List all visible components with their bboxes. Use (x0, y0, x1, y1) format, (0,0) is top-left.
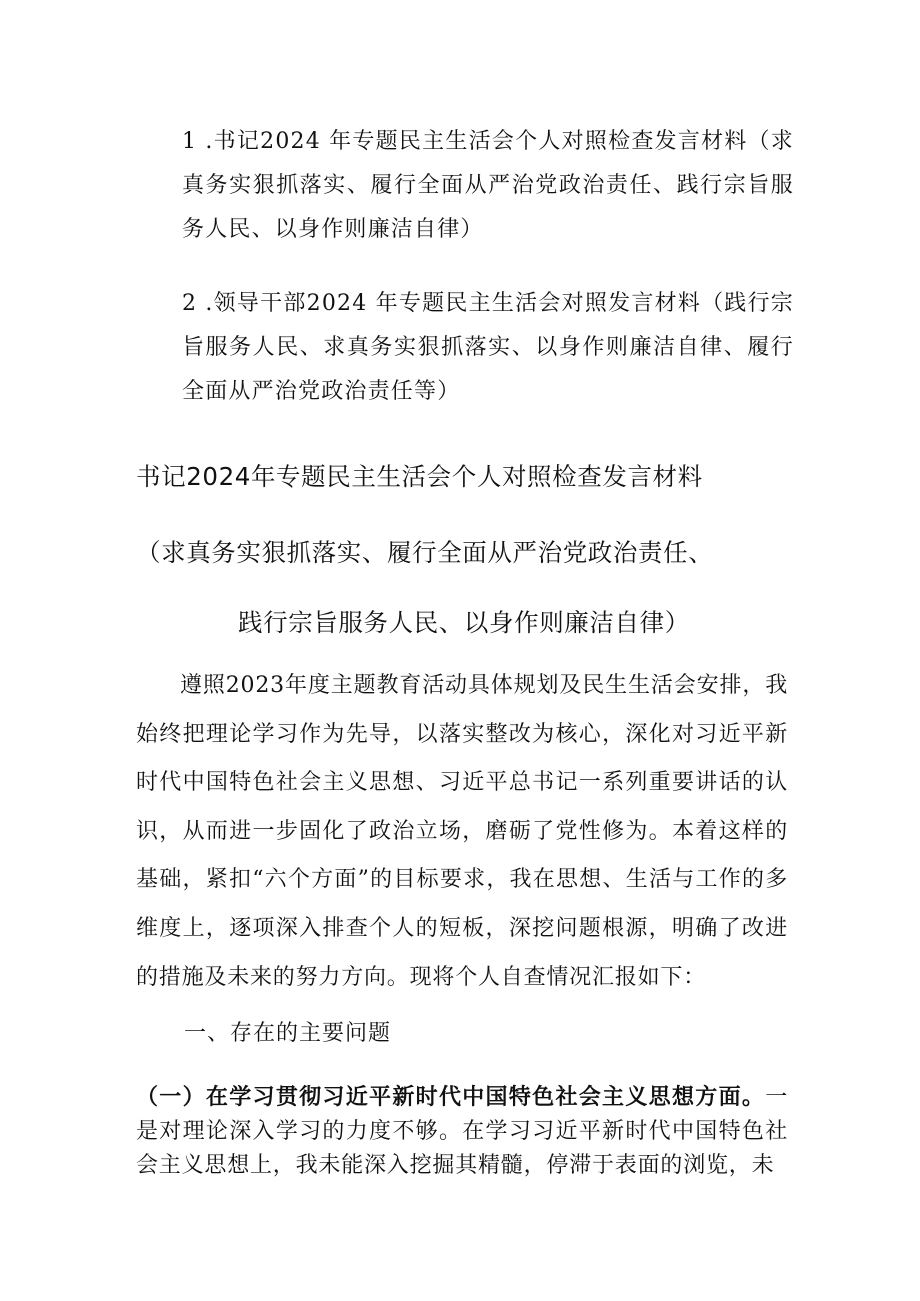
subsection-text: 一是对理论深入学习的力度不够。在学习习近平新时代中国特色社会主义思想上，我未能深入挖掘其精髓，停滞于表面的浏览，未 (136, 1085, 788, 1178)
document-subtitle-line-2: 践行宗旨服务人民、以身作则廉洁自律） (238, 608, 690, 637)
intro-paragraph: 遵照2023年度主题教育活动具体规划及民生生活会安排，我始终把理论学习作为先导，以落实整改为核心，深化对习近平新时代中国特色社会主义思想、习近平总书记一系列重要讲话的认识，从而进一步固化了政治立场，磨砺了党性修为。本着这样的基础，紧扣“六个方面”的目标要求，我在思想、生活与工作的多维度上，逐项深入排查个人的短板，深挖问题根源，明确了改进的措施及未来的努力方向。现将个人自查情况汇报如下： (136, 673, 788, 990)
subsection-lead: （一）在学习贯彻习近平新时代中国特色社会主义思想方面。 (136, 1084, 766, 1110)
document-title: 书记2024年专题民主生活会个人对照检查发言材料 (136, 462, 703, 491)
toc-item-2: 2 .领导干部2024 年专题民主生活会对照发言材料（践行宗旨服务人民、求真务实狠抓落实、以身作则廉洁自律、履行全面从严治党政治责任等） (182, 291, 794, 404)
subsection-paragraph (136, 1080, 788, 1183)
toc-item-1: 1 .书记2024 年专题民主生活会个人对照检查发言材料（求真务实狠抓落实、履行全面从严治党政治责任、践行宗旨服务人民、以身作则廉洁自律） (182, 129, 794, 242)
document-subtitle-line-1: （求真务实狠抓落实、履行全面从严治党政治责任、 (136, 538, 714, 567)
section-heading-main-problems: 一、存在的主要问题 (184, 1021, 392, 1046)
